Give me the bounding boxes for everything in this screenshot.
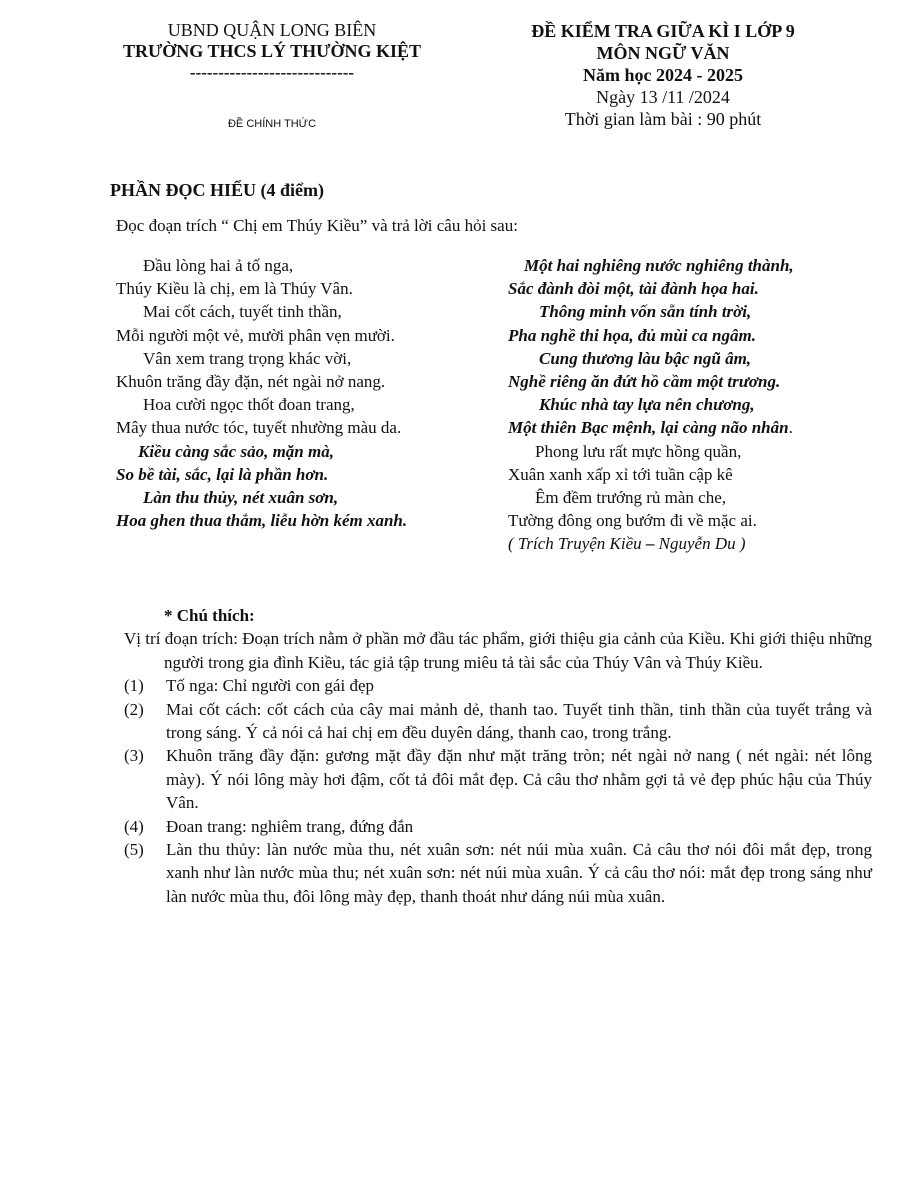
source-author: Nguyễn Du )	[658, 534, 746, 554]
note-text: Tố nga: Chỉ người con gái đẹp	[166, 676, 375, 696]
note-text: Đoan trang: nghiêm trang, đứng đắn	[166, 816, 414, 836]
header-right	[498, 20, 828, 130]
notes-title: * Chú thích:	[164, 606, 255, 625]
poem-line: Hoa ghen thua thắm, liễu hờn kém xanh.	[116, 511, 408, 531]
poem-line: Đầu lòng hai ả tố nga,	[143, 256, 294, 275]
note-item	[116, 674, 872, 697]
district-name: UBND QUẬN LONG BIÊN	[167, 20, 377, 40]
poem-line: Một hai nghiêng nước nghiêng thành,	[524, 256, 794, 275]
poem-line: Khuôn trăng đầy đặn, nét ngài nở nang.	[116, 372, 386, 392]
exam-date: Ngày 13 /11 /2024	[596, 87, 730, 107]
notes-position: Vị trí đoạn trích: Đoạn trích nằm ở phần mở đầu tác phẩm, giới thiệu gia cảnh của Kiều. Khi giới thiệu những người trong gia đình Kiều, tác giả tập trung miêu tả tài sắc của Thúy Vân và Thúy Kiều.	[124, 629, 872, 672]
poem-line: Hoa cười ngọc thốt đoan trang,	[143, 395, 355, 415]
note-number: (3)	[124, 746, 144, 766]
poem-line: Khúc nhà tay lựa nên chương,	[539, 395, 755, 415]
exam-title: ĐỀ KIỂM TRA GIỮA KÌ I LỚP 9	[531, 21, 795, 41]
poem-line: Tường đông ong bướm đi về mặc ai.	[508, 511, 757, 531]
header-left	[96, 20, 448, 135]
note-item	[116, 698, 872, 745]
note-item	[116, 815, 872, 838]
poem-line: Mai cốt cách, tuyết tinh thần,	[143, 302, 342, 322]
poem-line: Nghề riêng ăn đứt hồ cầm một trương.	[508, 372, 781, 392]
poem-line: Phong lưu rất mực hồng quần,	[535, 441, 742, 461]
reading-instruction: Đọc đoạn trích “ Chị em Thúy Kiều” và trả lời câu hỏi sau:	[116, 216, 518, 235]
subject-title: MÔN NGỮ VĂN	[596, 43, 730, 63]
poem-line-text: Một thiên Bạc mệnh, lại càng não nhân	[508, 418, 789, 438]
poem-line: Thúy Kiều là chị, em là Thúy Vân.	[116, 279, 353, 299]
official-label: ĐỀ CHÍNH THỨC	[227, 118, 317, 130]
poem-line: So bề tài, sắc, lại là phần hơn.	[116, 464, 329, 484]
school-year: Năm học 2024 - 2025	[583, 65, 743, 85]
poem-line: Mỗi người một vẻ, mười phân vẹn mười.	[116, 325, 395, 345]
poem-line: Sắc đành đòi một, tài đành họa hai.	[508, 279, 759, 299]
note-number: (1)	[124, 676, 144, 696]
poem-source	[508, 532, 878, 555]
note-text: Làn thu thủy: làn nước mùa thu, nét xuân sơn: nét núi mùa xuân. Cả câu thơ nói đôi mắt đẹp, trong xanh như làn nước mùa thu; nét xuân sơn: nét núi mùa xuân. Ý cả câu thơ nói: mắt đẹp trong sáng như làn nước mùa thu, đôi lông mày đẹp, thanh thoát như dáng núi mùa xuân.	[166, 840, 872, 906]
note-text: Mai cốt cách: cốt cách của cây mai mảnh dẻ, thanh tao. Tuyết tinh thần, tinh thần của tuyết trắng và trong sáng. Ý cả nói cả hai chị em đều duyên dáng, thanh cao, trong trắng.	[166, 699, 872, 743]
poem-line: Kiều càng sắc sảo, mặn mà,	[138, 441, 334, 461]
poem-line: Cung thương làu bậc ngũ âm,	[539, 348, 752, 368]
note-item	[116, 838, 872, 908]
note-number: (2)	[124, 699, 144, 719]
poem-line	[508, 416, 878, 439]
poem-line: Vân xem trang trọng khác vời,	[143, 348, 352, 368]
exam-duration: Thời gian làm bài : 90 phút	[564, 109, 762, 129]
poem-line: Làn thu thủy, nét xuân sơn,	[143, 488, 339, 508]
notes-section	[116, 604, 872, 908]
note-number: (4)	[124, 816, 144, 836]
school-name: TRƯỜNG THCS LÝ THƯỜNG KIỆT	[122, 41, 422, 61]
poem-line: Xuân xanh xấp xỉ tới tuần cập kê	[508, 464, 733, 484]
poem-right-column	[508, 254, 878, 556]
source-title: ( Trích Truyện Kiều	[508, 534, 642, 554]
poem-line: Mây thua nước tóc, tuyết nhường màu da.	[116, 418, 402, 438]
poem-line-period: .	[788, 418, 793, 438]
section-title: PHẦN ĐỌC HIỂU (4 điểm)	[110, 180, 324, 200]
source-dash: –	[641, 534, 659, 554]
poem-line: Thông minh vốn sẵn tính trời,	[539, 302, 752, 322]
note-item	[116, 744, 872, 814]
note-number: (5)	[124, 840, 144, 860]
poem-line: Pha nghề thi họa, đủ mùi ca ngâm.	[508, 325, 756, 345]
header-divider: -----------------------------	[189, 63, 355, 82]
poem-line: Êm đềm trướng rủ màn che,	[535, 488, 726, 508]
poem-left-column	[116, 254, 516, 532]
note-text: Khuôn trăng đầy đặn: gương mặt đầy đặn như mặt trăng tròn; nét ngài nở nang ( nét ngài: nét lông mày). Ý nói lông mày hơi đậm, cốt tả đôi mắt đẹp. Cả câu thơ nhằm gợi tả vẻ đẹp phúc hậu của Thúy Vân.	[166, 746, 872, 813]
